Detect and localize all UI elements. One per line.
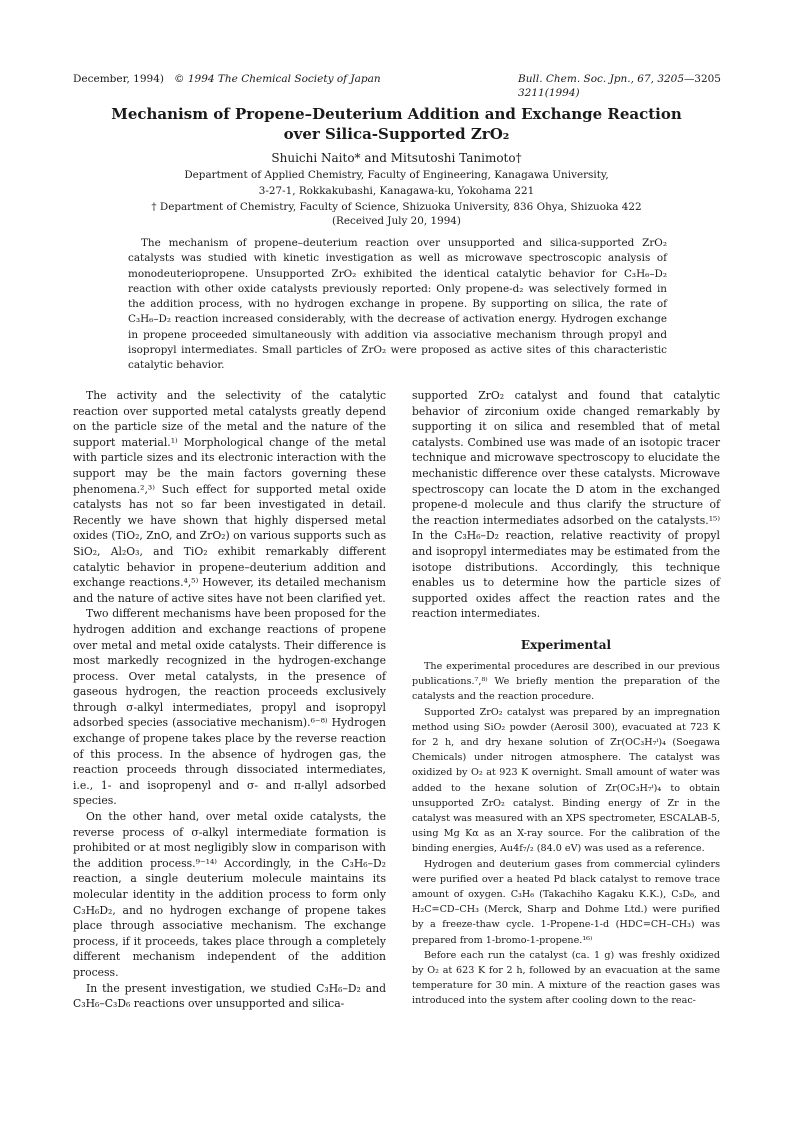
- author-list: Shuichi Naito* and Mitsutoshi Tanimoto†: [271, 151, 522, 165]
- body-column-right: [412, 388, 720, 622]
- body-paragraph: On the other hand, over metal oxide catalysts, the reverse process of σ-alkyl intermediate formation is prohibited or at most negligibly slow in comparison with the addition process.⁹⁻¹⁴⁾ Accordingly, in the C₃H₆–D₂ reaction, a single deuterium molecule maintains its molecular identity in the addition process to form only C₃H₆D₂, and no hydrogen exchange of propene takes place through associative mechanism. The exchange process, if it proceeds, takes place through a completely different mechanism independent of the addition process.: [73, 810, 386, 979]
- affiliation-line-2: 3-27-1, Rokkakubashi, Kanagawa-ku, Yokohama 221: [258, 185, 535, 197]
- running-head: [73, 72, 721, 99]
- title-line-1: Mechanism of Propene–Deuterium Addition and Exchange Reaction: [111, 105, 682, 123]
- affiliation-line-3: † Department of Chemistry, Faculty of Science, Shizuoka University, 836 Ohya, Shizuoka 422: [151, 201, 642, 213]
- experimental-paragraph: Hydrogen and deuterium gases from commercial cylinders were purified over a heated Pd black catalyst to remove trace amount of oxygen. C₃H₆ (Takachiho Kagaku K.K.), C₃D₆, and H₂C=CD–CH₃ (Merck, Sharp and Dohme Ltd.) were purified by a freeze-thaw cycle. 1-Propene-1-d (HDC=CH–CH₃) was prepared from 1-bromo-1-propene.¹⁶⁾: [412, 858, 720, 946]
- body-paragraph: supported ZrO₂ catalyst and found that catalytic behavior of zirconium oxide changed remarkably by supporting it on silica and resembled that of metal catalysts. Combined use was made of an isotopic tracer technique and microwave spectroscopy to elucidate the mechanistic difference over these catalysts. Microwave spectroscopy can locate the D atom in the exchanged propene-d molecule and thus clarify the structure of the reaction intermediates adsorbed on the catalysts.¹⁵⁾ In the C₃H₆–D₂ reaction, relative reactivity of propyl and isopropyl intermediates may be estimated from the isotope distributions. Accordingly, this technique enables us to determine how the particle sizes of supported oxides affect the reaction rates and the reaction intermediates.: [412, 389, 720, 621]
- journal-citation: Bull. Chem. Soc. Jpn., 67, 3205—3211(1994): [518, 73, 695, 99]
- received-date: (Received July 20, 1994): [332, 215, 461, 227]
- article-title: [60, 104, 733, 144]
- experimental-paragraph: Supported ZrO₂ catalyst was prepared by an impregnation method using SiO₂ powder (Aerosil 300), evacuated at 723 K for 2 h, and dry hexane solution of Zr(OC₃H₇ⁱ)₄ (Soegawa Chemicals) under nitrogen atmosphere. The catalyst was oxidized by O₂ at 923 K overnight. Small amount of water was added to the hexane solution of Zr(OC₃H₇ⁱ)₄ to obtain unsupported ZrO₂ catalyst. Binding energy of Zr in the catalyst was measured with an XPS spectrometer, ESCALAB-5, using Mg Kα as an X-ray source. For the calibration of the binding energies, Au4f₇/₂ (84.0 eV) was used as a reference.: [412, 706, 720, 855]
- experimental-paragraph: Before each run the catalyst (ca. 1 g) was freshly oxidized by O₂ at 623 K for 2 h, followed by an evacuation at the same temperature for 30 min. A mixture of the reaction gases was introduced into the system after cooling down to the reac-: [412, 949, 720, 1007]
- experimental-paragraph: The experimental procedures are described in our previous publications.⁷,⁸⁾ We briefly mention the preparation of the catalysts and the reaction procedure.: [412, 661, 720, 703]
- abstract: The mechanism of propene–deuterium reaction over unsupported and silica-supported ZrO₂ catalysts was studied with kinetic investigation as well as microwave spectroscopic analysis of monodeuteriopropene. Unsupported ZrO₂ exhibited the identical catalytic behavior for C₃H₆–D₂ reaction with other oxide catalysts previously reported: Only propene-d₂ was selectively formed in the addition process, with no hydrogen exchange in propene. By supporting on silica, the rate of C₃H₆–D₂ reaction increased considerably, with the decrease of activation energy. Hydrogen exchange in propene proceeded simultaneously with addition via associative mechanism through propyl and isopropyl intermediates. Small particles of ZrO₂ were proposed as active sites of this characteristic catalytic behavior.: [128, 237, 667, 372]
- body-paragraph: Two different mechanisms have been proposed for the hydrogen addition and exchange reactions of propene over metal and metal oxide catalysts. Their difference is most markedly recognized in the hydrogen-exchange process. Over metal catalysts, in the presence of gaseous hydrogen, the reaction proceeds exclusively through σ-alkyl intermediates, propyl and isopropyl adsorbed species (associative mechanism).⁶⁻⁸⁾ Hydrogen exchange of propene takes place by the reverse reaction of this process. In the absence of hydrogen gas, the reaction proceeds through dissociated intermediates, i.e., 1- and isopropenyl and σ- and π-allyl adsorbed species.: [73, 607, 386, 808]
- body-paragraph: In the present investigation, we studied C₃H₆–D₂ and C₃H₆–C₃D₆ reactions over unsupported and silica-: [73, 981, 386, 1011]
- page-number: 3205: [694, 73, 721, 85]
- title-line-2: over Silica-Supported ZrO₂: [283, 125, 510, 143]
- affiliation-line-1: Department of Applied Chemistry, Faculty of Engineering, Kanagawa University,: [184, 169, 609, 181]
- copyright-notice: © 1994 The Chemical Society of Japan: [174, 73, 381, 85]
- body-column-left: [73, 388, 386, 1012]
- section-heading-experimental: Experimental: [520, 638, 612, 652]
- body-paragraph: The activity and the selectivity of the catalytic reaction over supported metal catalysts greatly depend on the particle size of the metal and the nature of the support material.¹⁾ Morphological change of the metal with particle sizes and its electronic interaction with the support may be the main factors governing these phenomena.²,³⁾ Such effect for supported metal oxide catalysts has not so far been investigated in detail. Recently we have shown that highly dispersed metal oxides (TiO₂, ZnO, and ZrO₂) on various supports such as SiO₂, Al₂O₃, and TiO₂ exhibit remarkably different catalytic behavior in propene–deuterium addition and exchange reactions.⁴,⁵⁾ However, its detailed mechanism and the nature of active sites have not been clarified yet.: [73, 389, 386, 605]
- experimental-section: [412, 659, 720, 1009]
- issue-date: December, 1994): [73, 73, 164, 85]
